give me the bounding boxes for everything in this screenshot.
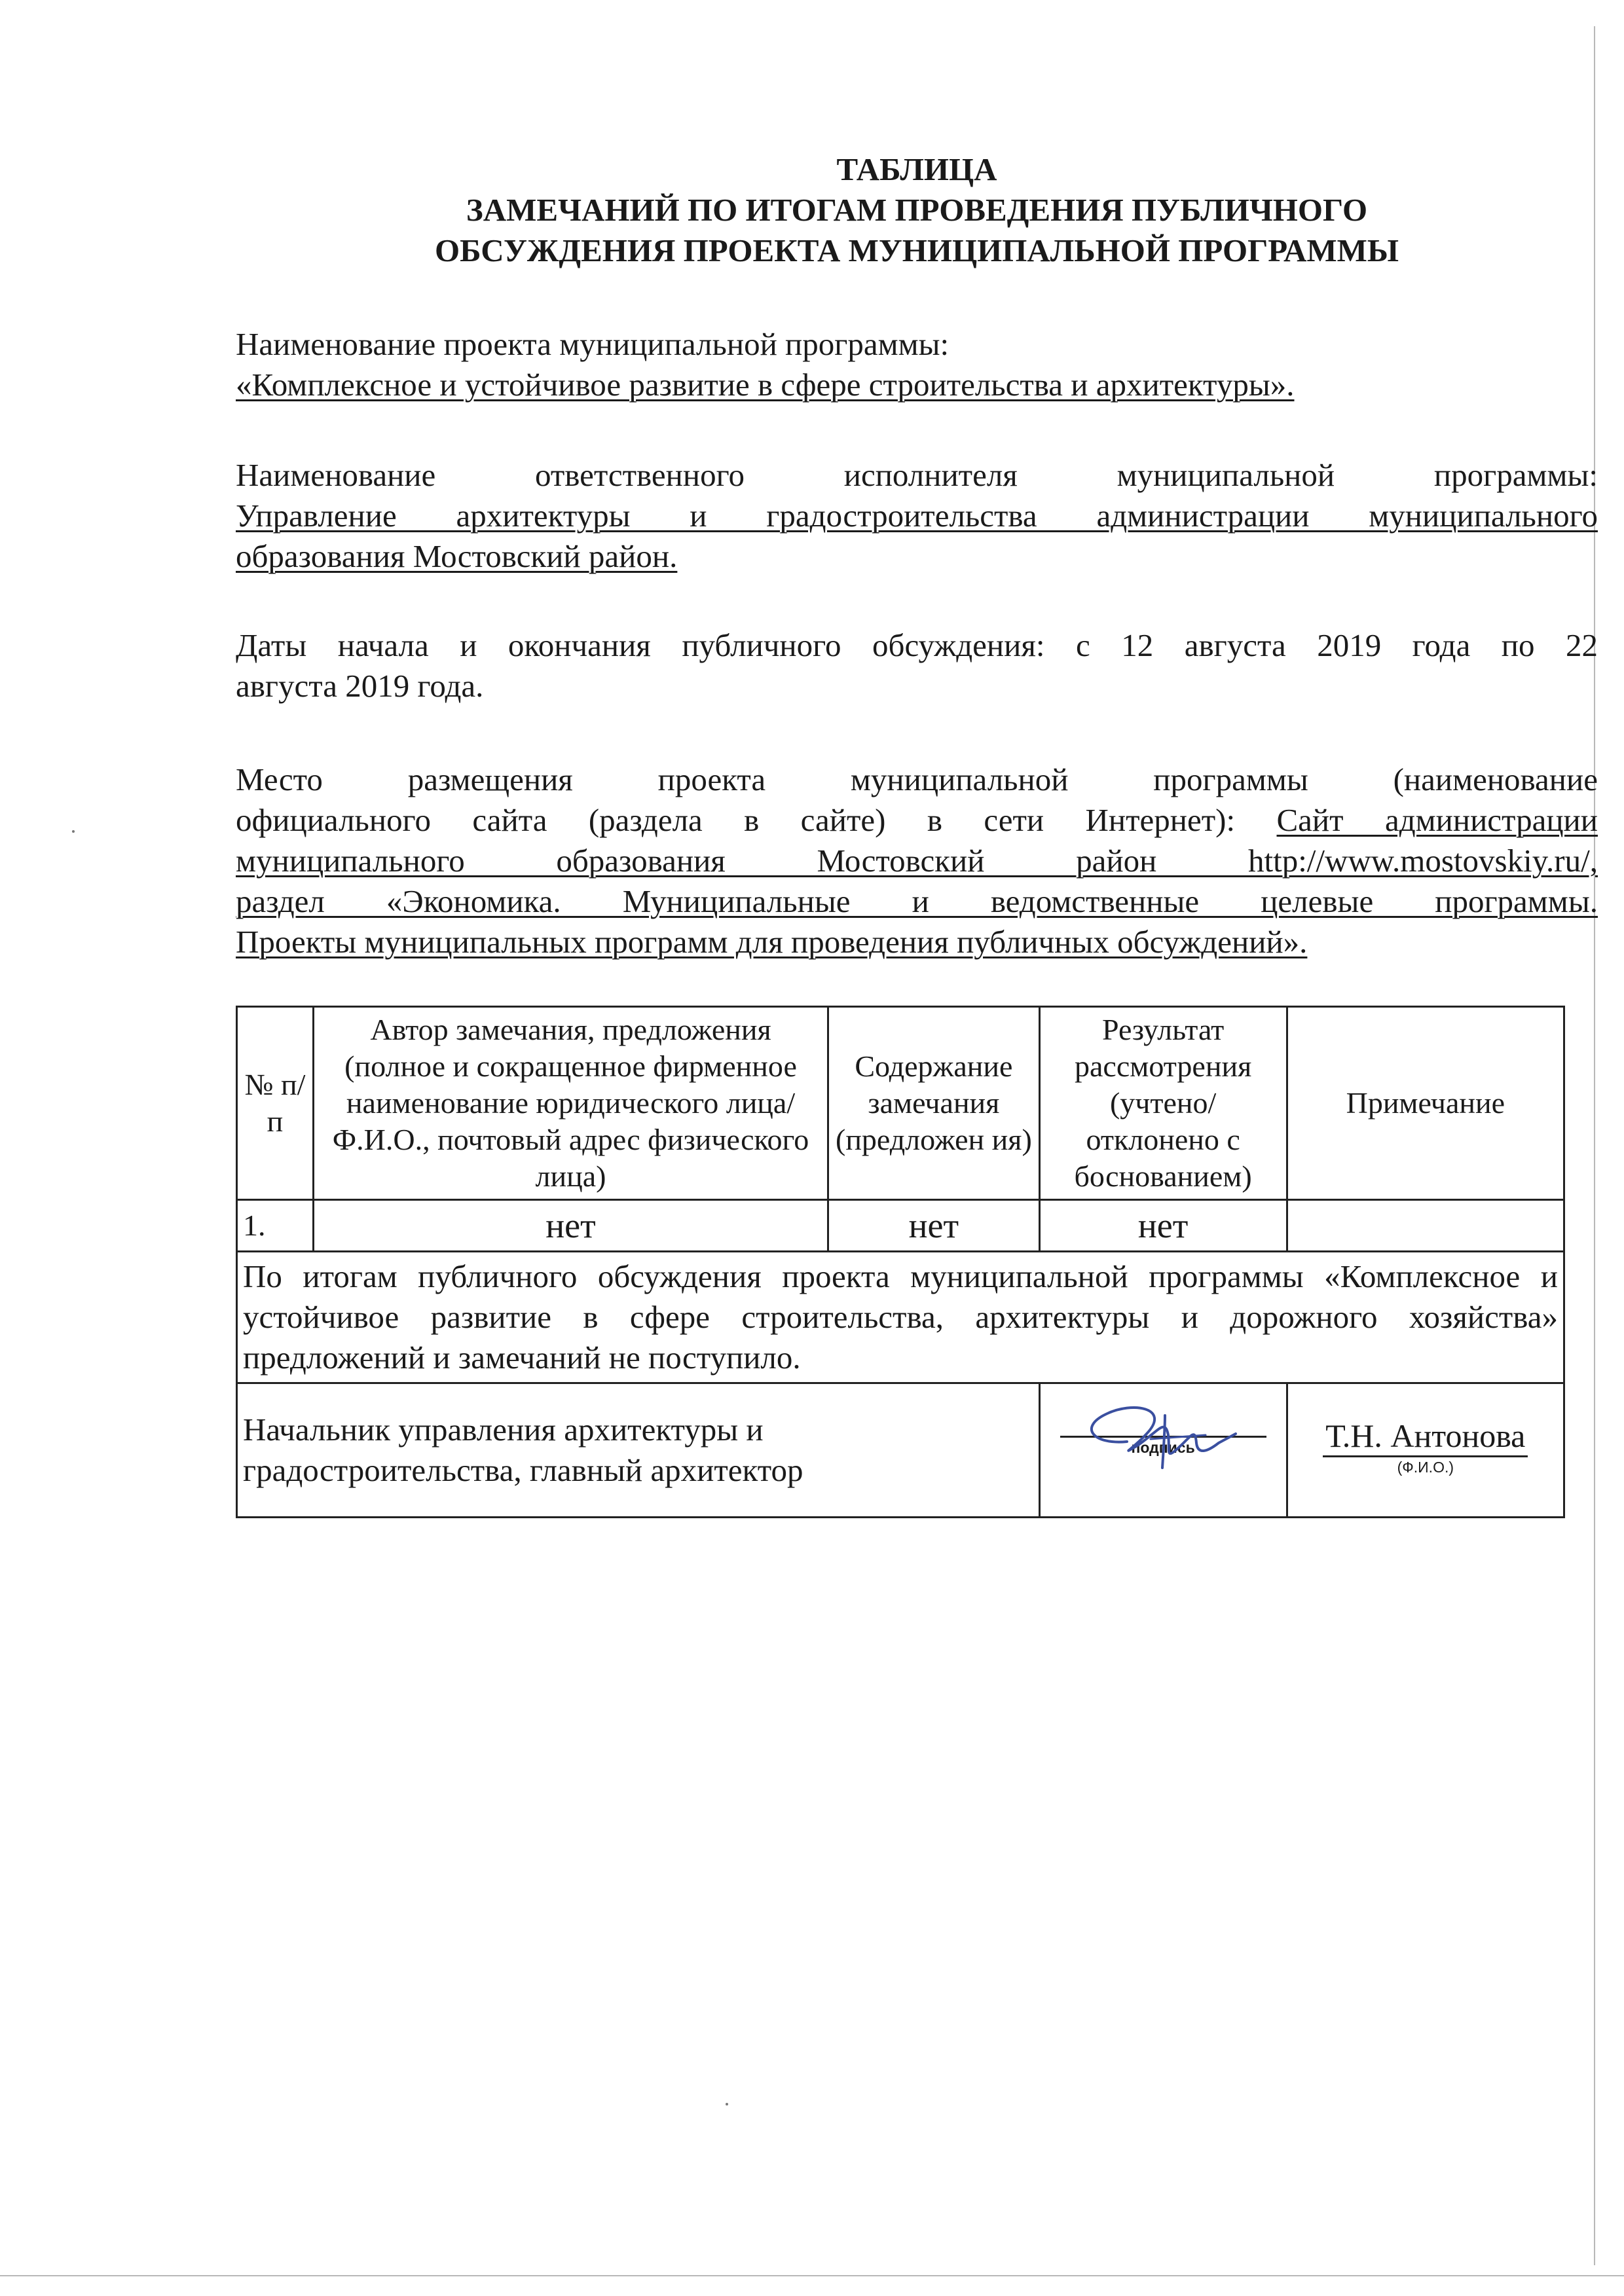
executor-label: Наименование ответственного исполнителя муниципальной программы:	[236, 457, 1598, 493]
placement-line-3[interactable]: муниципального образования Мостовский район http://www.mostovskiy.ru/,	[236, 843, 1598, 879]
dates-section	[236, 625, 1598, 706]
handwritten-signature	[1067, 1396, 1244, 1481]
row-content: нет	[828, 1200, 1040, 1252]
executor-value-line-2: образования Мостовский район.	[236, 538, 678, 574]
header-num: № п/п	[237, 1007, 314, 1200]
signatory-name-caption: (Ф.И.О.)	[1397, 1458, 1454, 1476]
signature-row	[237, 1383, 1564, 1518]
header-result: Результат рассмотрения (учтено/ отклонено с боснованием)	[1039, 1007, 1287, 1200]
row-author: нет	[313, 1200, 828, 1252]
table-header-row	[237, 1007, 1564, 1200]
header-note: Примечание	[1287, 1007, 1564, 1200]
table-row	[237, 1200, 1564, 1252]
executor-section	[236, 455, 1598, 577]
signature-cell	[1039, 1383, 1287, 1518]
remarks-table	[236, 1006, 1565, 1518]
row-num: 1.	[237, 1200, 314, 1252]
placement-line-4: раздел «Экономика. Муниципальные и ведомственные целевые программы.	[236, 883, 1598, 919]
program-name-value: «Комплексное и устойчивое развитие в сфере строительства и архитектуры».	[236, 367, 1295, 403]
signature-caption: подпись	[1131, 1438, 1195, 1456]
signatory-position	[237, 1383, 1040, 1518]
signatory-name-cell	[1287, 1383, 1564, 1518]
document-title	[236, 149, 1598, 271]
title-line-2: ЗАМЕЧАНИЙ ПО ИТОГАМ ПРОВЕДЕНИЯ ПУБЛИЧНОГО	[466, 192, 1368, 228]
title-line-3: ОБСУЖДЕНИЯ ПРОЕКТА МУНИЦИПАЛЬНОЙ ПРОГРАММЫ	[435, 232, 1399, 268]
executor-value-line-1: Управление архитектуры и градостроительства администрации муниципального	[236, 498, 1598, 534]
placement-section	[236, 759, 1598, 962]
placement-line-2	[236, 800, 1598, 841]
site-link-text[interactable]: Сайт администрации	[1276, 802, 1598, 838]
program-name-label: Наименование проекта муниципальной программы:	[236, 326, 950, 362]
dates-line-2: августа 2019 года.	[236, 668, 484, 704]
scan-bottom-edge	[0, 2275, 1624, 2276]
dates-line-1: Даты начала и окончания публичного обсуждения: с 12 августа 2019 года по 22	[236, 627, 1598, 663]
placement-line-5: Проекты муниципальных программ для проведения публичных обсуждений».	[236, 924, 1308, 960]
summary-text: По итогам публичного обсуждения проекта муниципальной программы «Комплексное и устойчивое развитие в сфере строительства, архитектуры и дорожного хозяйства» предложений и замечаний не поступило.	[237, 1252, 1564, 1383]
program-name-section	[236, 324, 1598, 405]
placement-line-2-text: официального сайта (раздела в сайте) в сети Интернет):	[236, 802, 1277, 838]
scan-speck	[726, 2103, 728, 2105]
summary-row	[237, 1252, 1564, 1383]
row-result: нет	[1039, 1200, 1287, 1252]
row-note	[1287, 1200, 1564, 1252]
placement-line-1: Место размещения проекта муниципальной программы (наименование	[236, 761, 1598, 797]
header-content: Содержание замечания (предложен ия)	[828, 1007, 1040, 1200]
position-line-1: Начальник управления архитектуры и	[243, 1412, 764, 1448]
header-author: Автор замечания, предложения (полное и сокращенное фирменное наименование юридического лица/ Ф.И.О., почтовый адрес физического лица)	[313, 1007, 828, 1200]
scan-speck	[72, 830, 75, 833]
signatory-name: Т.Н. Антонова	[1323, 1416, 1528, 1457]
title-line-1: ТАБЛИЦА	[836, 151, 997, 187]
position-line-2: градостроительства, главный архитектор	[243, 1452, 803, 1488]
